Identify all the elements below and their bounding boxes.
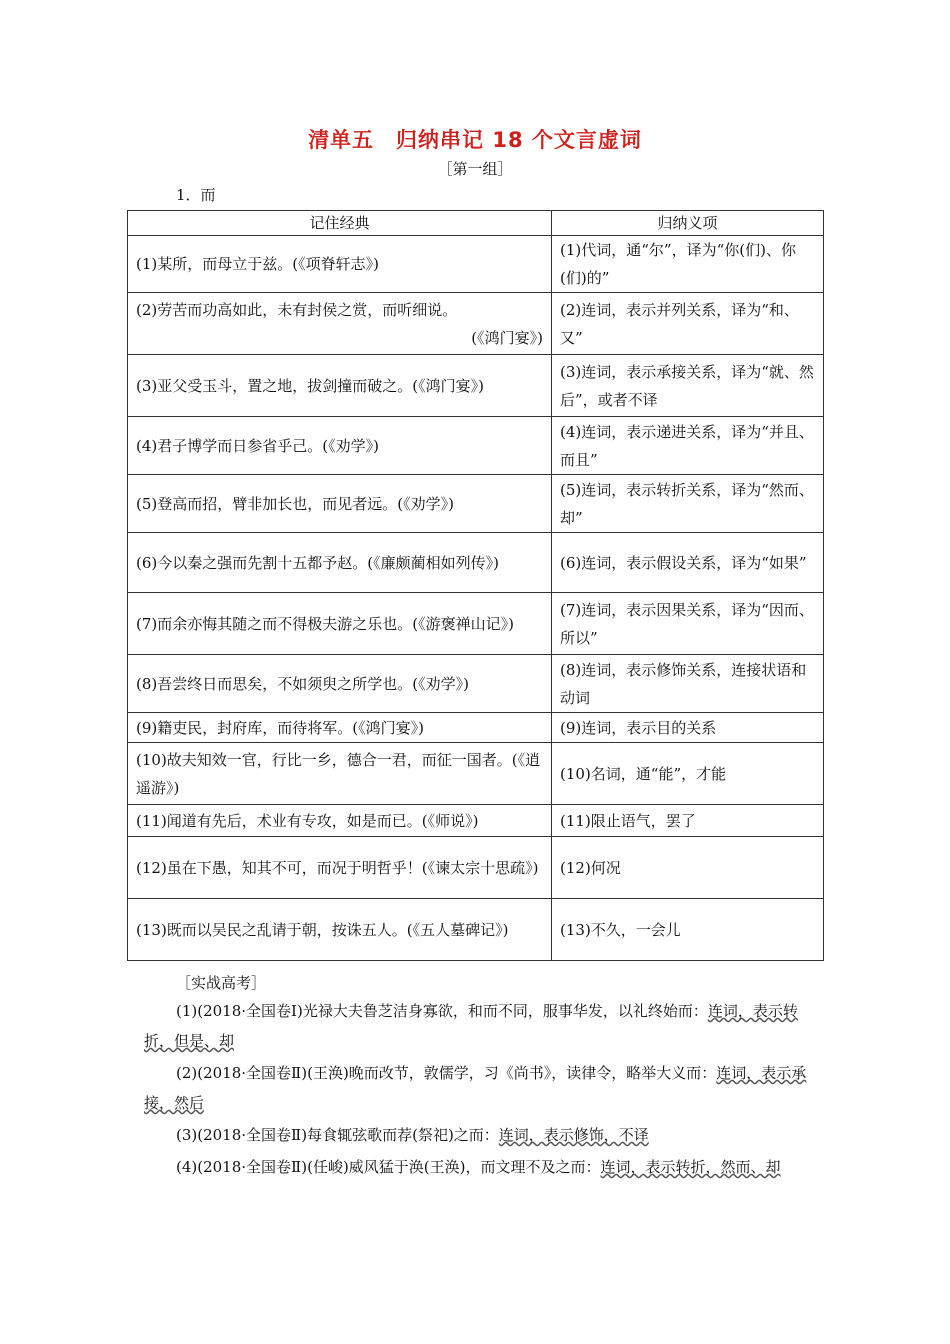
function-word-table: [127, 210, 824, 961]
example-cell: [128, 355, 552, 417]
practice-answer: 连词，表示转折，然而、却: [600, 1158, 781, 1176]
meaning-cell: (9)连词，表示目的关系: [552, 713, 824, 743]
table-row: [128, 655, 824, 713]
practice-question: (3)(2018·全国卷Ⅱ)每食辄弦歌而荐(祭祀)之而：: [176, 1126, 499, 1144]
example-cell: [128, 837, 552, 899]
practice-item: [144, 1120, 814, 1150]
table-row: [128, 417, 824, 475]
example-cell: [128, 899, 552, 961]
meaning-cell: (10)名词，通“能”，才能: [552, 743, 824, 805]
practice-label: ［实战高考］: [176, 974, 267, 992]
example-cell: [128, 593, 552, 655]
meaning-cell: (12)何况: [552, 837, 824, 899]
example-text: (6)今以秦之强而先割十五都予赵。(《廉颇蔺相如列传》): [136, 553, 499, 572]
table-row: [128, 593, 824, 655]
table-header-row: [128, 211, 824, 236]
example-text: (5)登高而招，臂非加长也，而见者远。(《劝学》): [136, 494, 454, 513]
example-cell: [128, 236, 552, 293]
example-cell: [128, 713, 552, 743]
example-cell: [128, 475, 552, 533]
table-row: [128, 899, 824, 961]
practice-answer: 连词，表示承接，然后: [144, 1064, 807, 1112]
example-cell: [128, 805, 552, 837]
meaning-cell: (7)连词，表示因果关系，译为“因而、所以”: [552, 593, 824, 655]
example-text: (3)亚父受玉斗，置之地，拔剑撞而破之。(《鸿门宴》): [136, 376, 484, 395]
practice-item: [144, 996, 814, 1056]
meaning-cell: (3)连词，表示承接关系，译为“就、然后”，或者不译: [552, 355, 824, 417]
example-cell: [128, 417, 552, 475]
meaning-cell: (8)连词，表示修饰关系，连接状语和动词: [552, 655, 824, 713]
example-text: (2)劳苦而功高如此，未有封侯之赏，而听细说。: [136, 300, 458, 319]
meaning-cell: (4)连词，表示递进关系，译为“并且、而且”: [552, 417, 824, 475]
example-text: (13)既而以吴民之乱请于朝，按诛五人。(《五人墓碑记》): [136, 920, 509, 939]
example-text: (10)故夫知效一官，行比一乡，德合一君，而征一国者。(《逍遥游》): [136, 750, 541, 797]
table-row: [128, 837, 824, 899]
meaning-cell: (11)限止语气，罢了: [552, 805, 824, 837]
table-row: [128, 355, 824, 417]
table-row: [128, 475, 824, 533]
example-text: (7)而余亦悔其随之而不得极夫游之乐也。(《游褒禅山记》): [136, 614, 514, 633]
meaning-cell: (1)代词，通“尔”，译为“你(们)、你(们)的”: [552, 236, 824, 293]
column-header: 归纳义项: [552, 211, 824, 236]
practice-answer: 连词，表示转折，但是、却: [144, 1002, 798, 1050]
example-cell: [128, 743, 552, 805]
meaning-cell: (6)连词，表示假设关系，译为“如果”: [552, 533, 824, 593]
example-text: (12)虽在下愚，知其不可，而况于明哲乎！(《谏太宗十思疏》): [136, 858, 539, 877]
table-row: [128, 293, 824, 355]
page-title: 清单五 归纳串记 18 个文言虚词: [308, 128, 642, 152]
table-row: [128, 236, 824, 293]
example-cell: [128, 533, 552, 593]
example-text: (8)吾尝终日而思矣，不如须臾之所学也。(《劝学》): [136, 674, 469, 693]
practice-item: [144, 1058, 814, 1118]
example-text: (1)某所，而母立于兹。(《项脊轩志》): [136, 255, 379, 273]
practice-question: (1)(2018·全国卷Ⅰ)光禄大夫鲁芝洁身寡欲，和而不同，服事华发，以礼终始而：: [176, 1002, 708, 1020]
table-row: [128, 713, 824, 743]
practice-item: [144, 1152, 814, 1182]
example-text: (4)君子博学而日参省乎己。(《劝学》): [136, 436, 379, 455]
example-cell: [128, 293, 552, 355]
group-label: ［第一组］: [437, 160, 513, 178]
meaning-cell: (13)不久，一会儿: [552, 899, 824, 961]
section-heading: 1．而: [176, 186, 216, 204]
practice-list: [144, 996, 814, 1184]
practice-answer: 连词，表示修饰，不译: [498, 1126, 649, 1144]
example-text: (11)闻道有先后，术业有专攻，如是而已。(《师说》): [136, 811, 479, 830]
example-text: (9)籍吏民，封府库，而待将军。(《鸿门宴》): [136, 718, 424, 737]
practice-question: (2)(2018·全国卷Ⅱ)(王涣)晚而改节，敦儒学，习《尚书》，读律令，略举大义而：: [176, 1064, 717, 1082]
example-source: (《鸿门宴》): [471, 328, 543, 347]
meaning-cell: (2)连词，表示并列关系，译为“和、又”: [552, 293, 824, 355]
meaning-cell: (5)连词，表示转折关系，译为“然而、却”: [552, 475, 824, 533]
column-header: 记住经典: [128, 211, 552, 236]
table-row: [128, 805, 824, 837]
example-cell: [128, 655, 552, 713]
table-row: [128, 743, 824, 805]
practice-question: (4)(2018·全国卷Ⅱ)(任峻)威风猛于涣(王涣)，而文理不及之而：: [176, 1158, 601, 1176]
table-row: [128, 533, 824, 593]
